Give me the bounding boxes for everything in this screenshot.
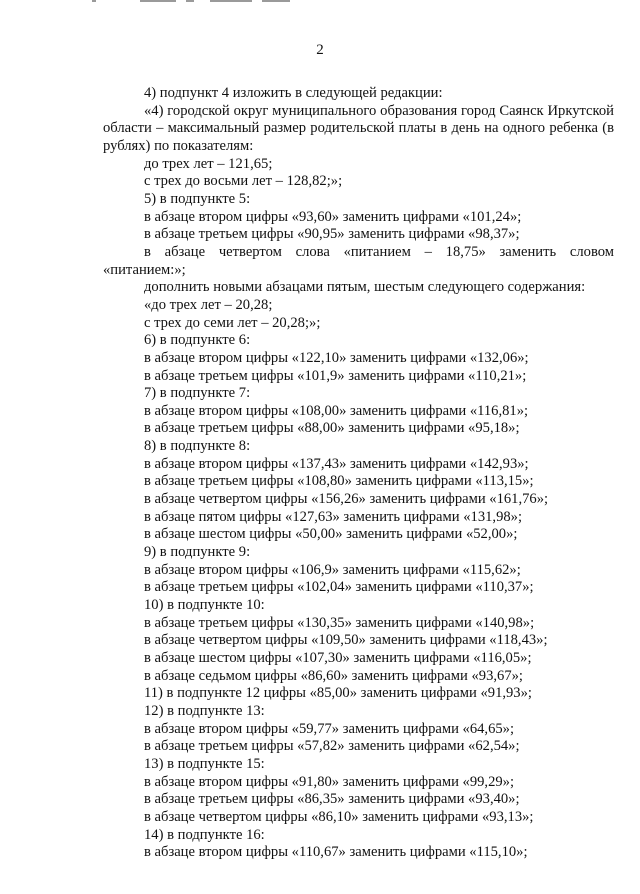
text-line: 6) в подпункте 6:: [144, 332, 251, 349]
page-number: 2: [316, 42, 324, 58]
text-paragraph: «4) городской округ муниципального образования город Саянск Иркутской области – максимальный размер родительской платы в день на одного ребенка (в рублях) по показателям:: [103, 102, 614, 154]
text-line: 8) в подпункте 8:: [144, 438, 251, 455]
text-line: в абзаце втором цифры «108,00» заменить цифрами «116,81»;: [144, 402, 529, 419]
document-body: [103, 85, 614, 862]
text-line: в абзаце шестом цифры «107,30» заменить цифрами «116,05»;: [144, 650, 532, 666]
text-line: в абзаце третьем цифры «90,95» заменить цифрами «98,37»;: [144, 226, 520, 243]
text-line: в абзаце третьем цифры «101,9» заменить цифрами «110,21»;: [144, 367, 527, 384]
text-line: в абзаце втором цифры «137,43» заменить цифрами «142,93»;: [144, 455, 529, 472]
text-line: в абзаце втором цифры «106,9» заменить цифрами «115,62»;: [144, 561, 521, 578]
text-line: 7) в подпункте 7:: [144, 385, 251, 402]
text-line: в абзаце четвертом цифры «86,10» заменить цифрами «93,13»;: [144, 808, 534, 825]
text-line: дополнить новыми абзацами пятым, шестым следующего содержания:: [144, 279, 586, 296]
text-line: в абзаце пятом цифры «127,63» заменить цифрами «131,98»;: [144, 508, 523, 525]
text-line: в абзаце четвертом цифры «109,50» заменить цифрами «118,43»;: [144, 632, 548, 649]
text-line: в абзаце втором цифры «122,10» заменить цифрами «132,06»;: [144, 349, 529, 366]
text-line: в абзаце четвертом цифры «156,26» заменить цифрами «161,76»;: [144, 491, 549, 508]
text-line: «до трех лет – 20,28;: [144, 296, 273, 313]
text-line: в абзаце третьем цифры «86,35» заменить цифрами «93,40»;: [144, 791, 520, 808]
text-line: в абзаце третьем цифры «88,00» заменить цифрами «95,18»;: [144, 420, 520, 437]
text-line: 10) в подпункте 10:: [144, 597, 265, 614]
text-line: 13) в подпункте 15:: [144, 755, 265, 772]
text-line: в абзаце третьем цифры «130,35» заменить цифрами «140,98»;: [144, 614, 535, 631]
text-line: с трех до семи лет – 20,28;»;: [144, 314, 321, 331]
text-line: в абзаце втором цифры «110,67» заменить цифрами «115,10»;: [144, 844, 528, 861]
text-line: в абзаце втором цифры «91,80» заменить цифрами «99,29»;: [144, 773, 515, 790]
text-line: в абзаце третьем цифры «57,82» заменить цифрами «62,54»;: [144, 738, 520, 755]
text-line: в абзаце втором цифры «93,60» заменить цифрами «101,24»;: [144, 208, 522, 225]
text-line: в абзаце третьем цифры «102,04» заменить цифрами «110,37»;: [144, 579, 534, 596]
text-line: 11) в подпункте 12 цифры «85,00» заменить цифрами «91,93»;: [144, 685, 532, 702]
scan-top-marks: [0, 0, 640, 4]
text-line: 5) в подпункте 5:: [144, 190, 251, 207]
text-line: в абзаце шестом цифры «50,00» заменить цифрами «52,00»;: [144, 526, 518, 543]
text-line: в абзаце седьмом цифры «86,60» заменить цифрами «93,67»;: [144, 667, 523, 684]
text-line: до трех лет – 121,65;: [144, 155, 273, 172]
text-line: с трех до восьми лет – 128,82;»;: [144, 173, 343, 190]
text-line: 12) в подпункте 13:: [144, 702, 265, 719]
text-paragraph: в абзаце четвертом слова «питанием – 18,75» заменить словом «питанием:»;: [103, 243, 614, 278]
text-line: 4) подпункт 4 изложить в следующей редакции:: [144, 85, 443, 101]
text-line: в абзаце втором цифры «59,77» заменить цифрами «64,65»;: [144, 720, 515, 737]
text-line: 14) в подпункте 16:: [144, 826, 265, 843]
text-line: в абзаце третьем цифры «108,80» заменить цифрами «113,15»;: [144, 473, 534, 490]
text-line: 9) в подпункте 9:: [144, 544, 251, 561]
